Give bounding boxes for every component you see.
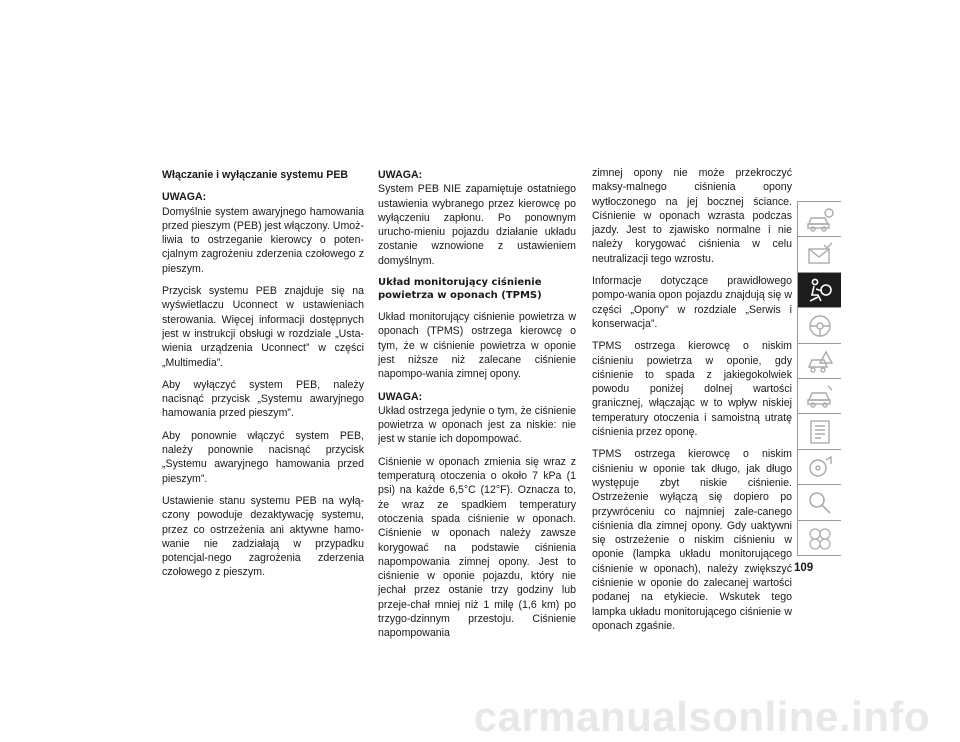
car-warning-icon <box>806 348 834 375</box>
note-text: Układ ostrzega jedynie o tym, że ciśnienie powietrza w oponach jest za niskie: nie jest w stanie ich dopompować. <box>378 404 576 446</box>
paragraph: Ciśnienie w oponach zmienia się wraz z temperaturą otoczenia o około 7 kPa (1 psi) na każde 6,5°C (12°F). Oznacza to, że wraz ze spadkiem temperatury otoczenia spada ciśnienie w oponach. Ciśnienie w oponach należy zawsze korygować na podstawie ciśnienia napompowania zimnej opony. Jest to ciśnienie w oponie pojazdu, który nie jechał przez ostanie trzy godziny lub przeje-chał mniej niż 1 milę (1,6 km) po trzygo-dzinnym przestoju. Ciśnienie napompowania <box>378 455 576 640</box>
watermark-band <box>0 692 960 742</box>
car-info-icon <box>806 206 834 233</box>
tab-safety[interactable] <box>797 273 841 308</box>
column-right <box>592 166 792 641</box>
note-label: UWAGA: <box>162 191 207 204</box>
column-middle <box>378 168 576 649</box>
spec-list-icon <box>806 418 834 445</box>
paragraph: Informacje dotyczące prawidłowego pompo-wania opon pojazdu znajdują się w części „Opony” w rozdziale „Serwis i konserwacja”. <box>592 275 792 330</box>
paragraph: Aby ponownie włączyć system PEB, należy ponownie nacisnąć przycisk „Systemu awaryjnego hamowania przed pieszym”. <box>162 429 364 485</box>
airbag-passenger-icon <box>806 277 834 304</box>
section-heading-tpms: Układ monitorujący ciśnienie powietrza w oponach (TPMS) <box>378 277 542 302</box>
tab-car-warning[interactable] <box>797 344 841 379</box>
paragraph: TPMS ostrzega kierowcę o niskim ciśnieniu w oponie tak długo, jak długo występuje zbyt niskie ciśnienie. Ostrzeżenie wyłączą się dopiero po przywróceniu co najmniej zale-canego ciśnienia dla zimnej opony. Gdy uaktywni się ostrzeżenie o niskim ciśnieniu w oponie (lampka układu monitorującego ciśnienie w oponach), należy zwiększyć ciśnienie w oponie do zalecanej wartości podanej na etykiecie. Wskutek tego lampka układu monitorującego ciśnienie w oponach zgaśnie. <box>592 448 792 632</box>
paragraph: Przycisk systemu PEB znajduje się na wyświetlaczu Uconnect w ustawieniach sterowania. Więcej informacji dostępnych jest w instrukcji obsługi w rozdziale „Usta-wienia urządzenia Uconnect” w części „Multimedia”. <box>162 285 364 369</box>
multimedia-disc-icon <box>806 454 834 481</box>
note-label: UWAGA: <box>378 169 423 181</box>
car-service-icon <box>806 383 834 410</box>
note-text: System PEB NIE zapamiętuje ostatniego ustawienia wybranego przez kierowcę po wyłączeniu zapłonu. Po ponownym urucho-mieniu pojazdu działanie układu zostanie wznowione z ustawieniem domyślnym. <box>378 183 576 267</box>
note-label: UWAGA: <box>378 390 423 403</box>
paragraph: zimnej opony nie może przekroczyć maksy-malnego ciśnienia opony wytłoczonego na jej bocznej ściance. Ciśnienie w oponach wzrasta podczas jazdy. Jest to zjawisko normalne i nie należy korygować ciśnienia w celu neutralizacji tego wzrostu. <box>592 167 792 265</box>
tab-envelope-check[interactable] <box>797 237 841 272</box>
note-peb-default <box>162 190 364 276</box>
paragraph: TPMS ostrzega kierowcę o niskim ciśnieniu powietrza w oponie, gdy ciśnienie to spada z jakiegokolwiek powodu poniżej dolnej wartości granicznej, włączając w to wpływ niskiej temperatury otoczenia i samoistną utratę ciśnienia przez oponę. <box>592 340 792 439</box>
tab-steering[interactable] <box>797 308 841 343</box>
note-text: Domyślnie system awaryjnego hamowania przed pieszym (PEB) jest włączony. Umoż-liwia to ostrzeganie kierowcy o poten-cjalnym zagrożeniu zderzenia czołowego z pieszym. <box>162 205 364 275</box>
tab-car-info[interactable] <box>797 202 841 237</box>
steering-wheel-icon <box>806 312 834 339</box>
paragraph: Aby wyłączyć system PEB, należy nacisnąć przycisk „Systemu awaryjnego hamowania przed pieszym”. <box>162 378 364 420</box>
tab-languages[interactable] <box>797 521 841 556</box>
chapter-tabs <box>797 201 841 556</box>
magnifier-icon <box>806 489 834 516</box>
tab-car-service[interactable] <box>797 379 841 414</box>
tab-specs[interactable] <box>797 414 841 449</box>
column-left <box>162 168 364 588</box>
tab-index[interactable] <box>797 485 841 520</box>
language-letters-icon <box>806 525 834 552</box>
page-number: 109 <box>794 562 814 574</box>
envelope-check-icon <box>806 241 834 268</box>
paragraph: Układ monitorujący ciśnienie powietrza w oponach (TPMS) ostrzega kierowcę o tym, że w ciśnienie powietrza w oponie jest niższe niż zalecane ciśnienie napompo-wania zimnej opony. <box>378 311 576 381</box>
note-tpms <box>378 390 576 447</box>
watermark-text[interactable]: carmanualsonline.info <box>473 693 930 740</box>
note-peb-memory <box>378 168 576 268</box>
tab-multimedia[interactable] <box>797 450 841 485</box>
section-heading-peb: Włączanie i wyłączanie systemu PEB <box>162 169 349 181</box>
paragraph: Ustawienie stanu systemu PEB na wyłą-czony powoduje dezaktywację systemu, przez co ostrzeżenia ani aktywne hamo-wanie nie zadziałają w przypadku potencjal-nego zagrożenia zderzenia czołowego z pieszym. <box>162 494 364 579</box>
